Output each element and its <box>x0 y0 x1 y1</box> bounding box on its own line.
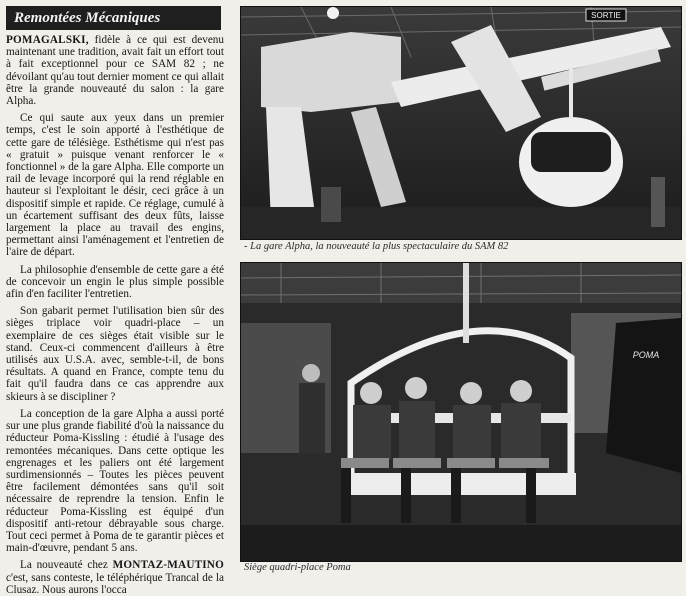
company-name-pomagalski: POMAGALSKI, <box>6 34 89 46</box>
caption-gare-alpha: - La gare Alpha, la nouveauté la plus spectaculaire du SAM 82 <box>244 241 509 252</box>
paragraph-5: La conception de la gare Alpha a aussi porté sur une plus grande fiabilité d'où la naissance du réducteur Poma-Kissling : étudié à l'usage des remontées mécaniques. Dans cette optique les engrenages et les paliers ont été largement surdimensionnés – Toutes les pièces peuvent être facilement démontées sans qu'il soit nécessaire de reprendre la tension. Enfin le réducteur Poma-Kissling est équipé d'un dispositif anti-retour débrayable sous charge. Tout ceci permet à Poma de te garantir pièces et main-d'œuvre, pendant 5 ans. <box>6 407 224 555</box>
photo-siege-quadri-place <box>240 262 682 562</box>
photo-gare-alpha <box>240 6 682 240</box>
siege-quadri-place-image <box>241 263 681 561</box>
paragraph-1-text: fidèle à ce qui est devenu maintenant une tradition, avait fait un effort tout à fait exceptionnel pour ce SAM 82 ; ne dévoilant qu'au tout dernier moment ce qui allait être la grande nouveauté du salon : la gare Alpha. <box>6 34 224 108</box>
gare-alpha-image <box>241 7 681 239</box>
paragraph-6-text: c'est, sans conteste, le téléphérique Trancal de la Clusaz. Nous aurons l'occa <box>6 571 224 596</box>
paragraph-2: Ce qui saute aux yeux dans un premier temps, c'est le soin apporté à l'esthétique de cette gare de télésiège. Esthétisme qui n'est pas « gratuit » puisque venant renforcer le « fonctionnel » de la gare Alpha. Elle comporte un rail de levage incorporé qui la rend réglable en hauteur si l'exploitant le désir, ceci grâce à un dispositif simple et rapide. Ce réglage, cumulé à un écartement suffisant des deux fûts, laisse largement la place au travail des engins, permettant ainsi l'aménagement et l'entretien de l'aire de départ. <box>6 112 224 259</box>
caption-siege-quadri-place: Siège quadri-place Poma <box>244 562 351 573</box>
paragraph-6 <box>6 559 224 596</box>
paragraph-1 <box>6 34 224 107</box>
sortie-sign: SORTIE <box>591 11 621 20</box>
company-name-montaz-mautino: MONTAZ-MAUTINO <box>112 559 224 572</box>
poma-sign: POMA <box>632 350 660 360</box>
paragraph-4: Son gabarit permet l'utilisation bien sûr des sièges triplace voir quadri-place – un exemplaire de ces sièges était visible sur le stand. Ceux-ci commencent d'ailleurs à être utilisés aux U.S.A. avec, semble-t-il, de bons résultats. A quand en France, compte tenu du fait qu'il faudra dans ce cas apprendre aux skieurs à se discipliner ? <box>6 305 224 403</box>
paragraph-6-start: La nouveauté chez <box>20 559 113 572</box>
paragraph-3: La philosophie d'ensemble de cette gare a été de concevoir un engin le plus simple possible afin d'en faciliter l'entretien. <box>6 263 224 301</box>
article-column <box>6 34 224 596</box>
section-title: Remontées Mécaniques <box>6 6 221 30</box>
